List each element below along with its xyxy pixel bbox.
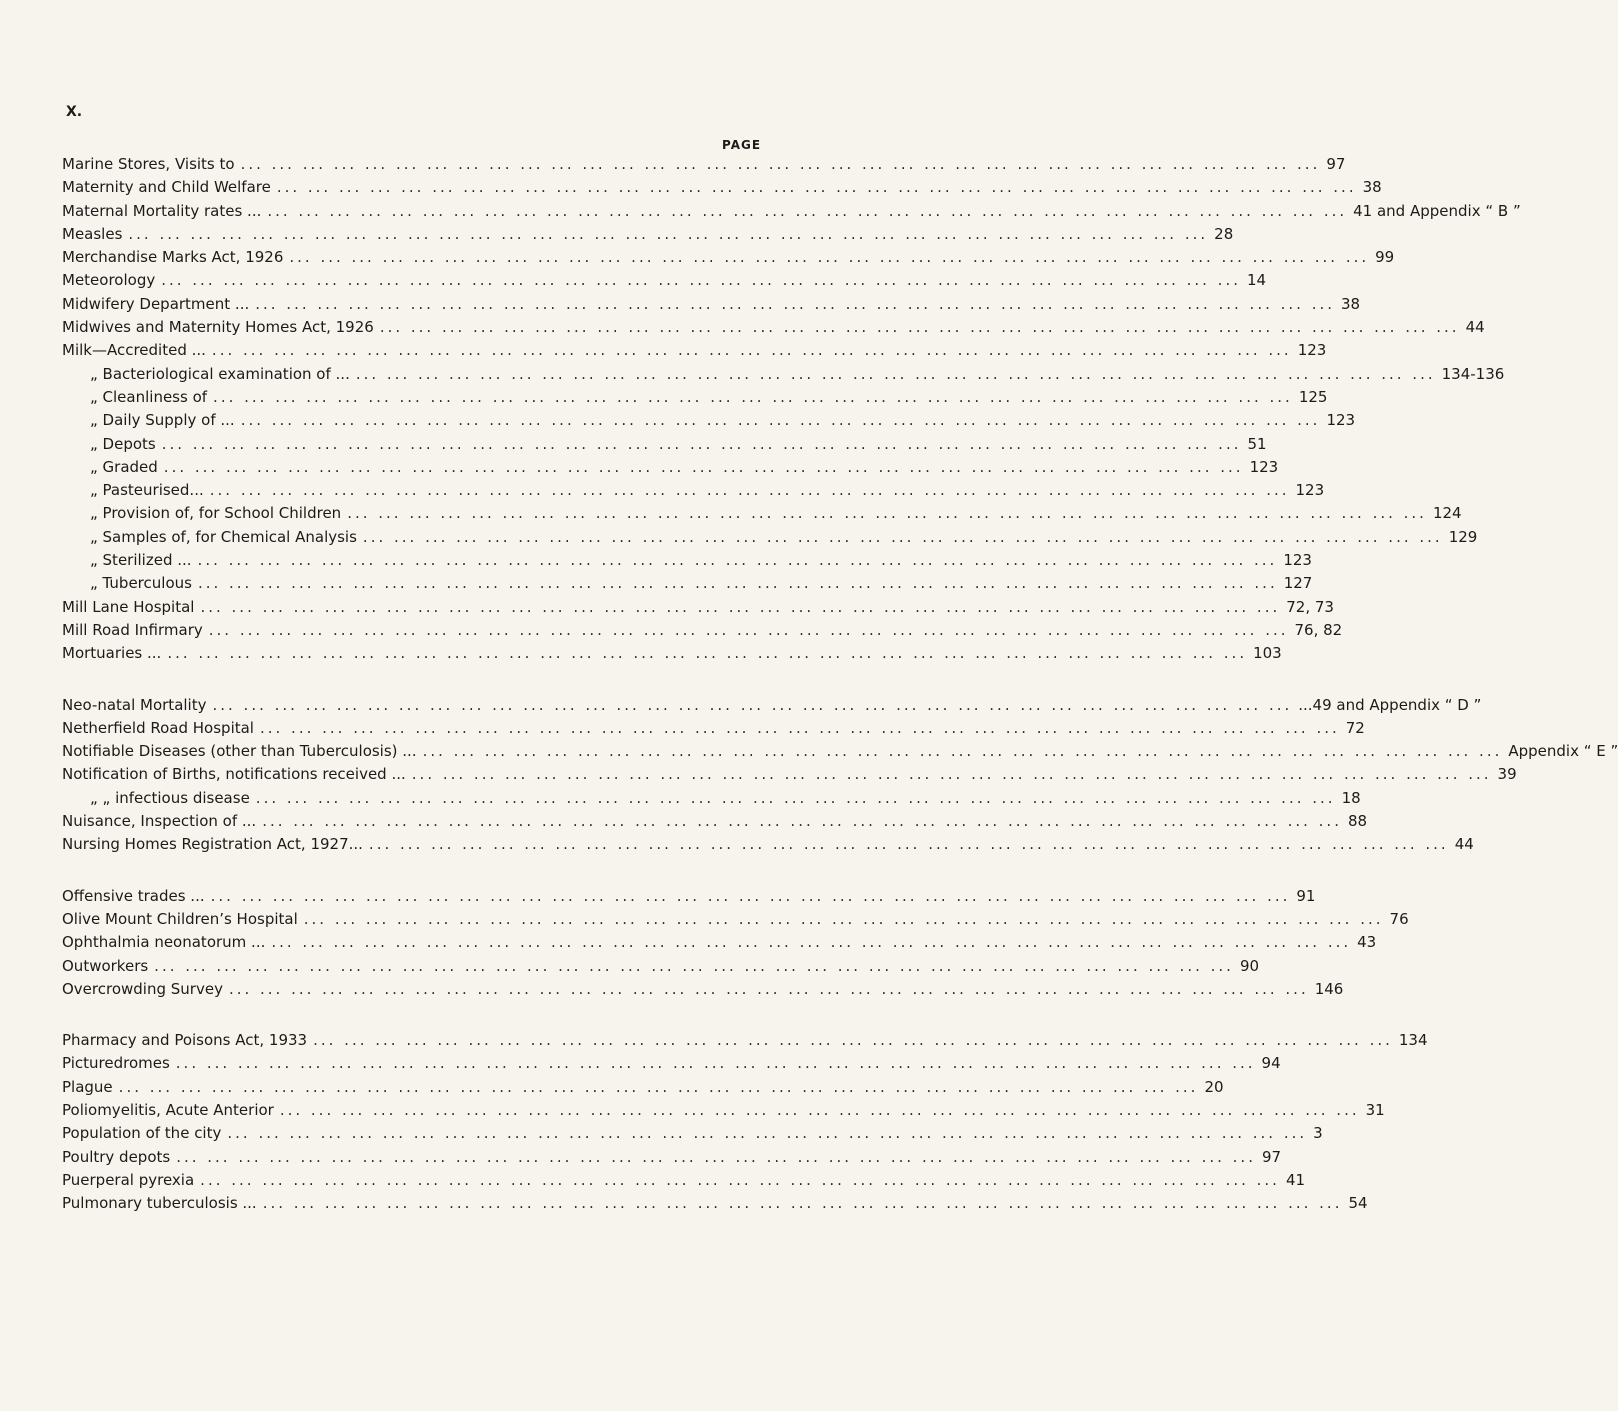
entry-term: Offensive trades ...: [62, 886, 205, 905]
index-entry: [62, 387, 1328, 411]
entry-term: Meteorology: [62, 271, 156, 290]
index-entry: [62, 742, 1618, 765]
dot-leader: ... ... ... ... ... ... ... ... ... ... ... ... ... ... ... ... ... ... ... ... ... ... ... ... ... ... ... ... ... ... ... ... ... ... ...: [167, 644, 1248, 663]
dot-leader: ... ... ... ... ... ... ... ... ... ... ... ... ... ... ... ... ... ... ... ... ... ... ... ... ... ... ... ... ... ... ... ... ... ... ...: [154, 956, 1234, 975]
index-entry: [62, 271, 1267, 294]
entry-term: Neo-natal Mortality: [62, 695, 207, 714]
entry-term: „ Cleanliness of: [90, 387, 208, 406]
entry-page-ref: 41 and Appendix “ B ”: [1353, 201, 1521, 220]
entry-page-ref: 90: [1239, 956, 1260, 975]
index-entry: [62, 1124, 1323, 1147]
entry-page-ref: 43: [1357, 933, 1377, 952]
entry-page-ref: 94: [1261, 1054, 1281, 1073]
entry-term: Poultry depots: [62, 1147, 171, 1166]
entry-page-ref: 99: [1375, 248, 1395, 267]
entry-term: Population of the city: [62, 1124, 222, 1143]
entry-page-ref: 123: [1249, 457, 1279, 476]
entry-page-ref: 72: [1345, 718, 1365, 737]
entry-term: Puerperal pyrexia: [62, 1170, 195, 1189]
dot-leader: ... ... ... ... ... ... ... ... ... ... ... ... ... ... ... ... ... ... ... ... ... ... ... ... ... ... ... ... ... ... ... ... ... ... ...: [161, 271, 1241, 290]
entry-term: Notifiable Diseases (other than Tuberculosis) ...: [62, 742, 417, 761]
dot-leader: ... ... ... ... ... ... ... ... ... ... ... ... ... ... ... ... ... ... ... ... ... ... ... ... ... ... ... ... ... ... ... ... ... ... ...: [209, 481, 1290, 500]
index-entry: [62, 933, 1377, 956]
index-entry: [62, 788, 1361, 812]
index-section: [62, 1031, 1428, 1217]
index-entry: [62, 481, 1325, 504]
index-entry: [62, 597, 1334, 621]
index-entry: [62, 644, 1282, 667]
entry-term: „ Depots: [90, 434, 156, 453]
entry-page-ref: 38: [1341, 294, 1361, 313]
index-entry: [62, 695, 1482, 719]
entry-page-ref: 134: [1398, 1031, 1428, 1050]
index-entry: [62, 341, 1327, 364]
entry-page-ref: 124: [1432, 504, 1462, 523]
entry-term: Picturedromes: [62, 1054, 170, 1073]
dot-leader: ... ... ... ... ... ... ... ... ... ... ... ... ... ... ... ... ... ... ... ... ... ... ... ... ... ... ... ... ... ... ... ... ... ... ...: [255, 294, 1335, 313]
index-entry: [62, 178, 1382, 201]
index-entry: [62, 527, 1478, 551]
dot-leader: ... ... ... ... ... ... ... ... ... ... ... ... ... ... ... ... ... ... ... ... ... ... ... ... ... ... ... ... ... ... ... ... ... ... ...: [240, 411, 1321, 430]
index-entry: [62, 1194, 1368, 1217]
entry-term: Marine Stores, Visits to: [62, 155, 235, 173]
dot-leader: ... ... ... ... ... ... ... ... ... ... ... ... ... ... ... ... ... ... ... ... ... ... ... ... ... ... ... ... ... ... ... ... ... ... ...: [259, 718, 1340, 737]
dot-leader: ... ... ... ... ... ... ... ... ... ... ... ... ... ... ... ... ... ... ... ... ... ... ... ... ... ... ... ... ... ... ... ... ... ... ...: [227, 1124, 1308, 1143]
entry-term: Netherfield Road Hospital: [62, 718, 254, 737]
dot-leader: ... ... ... ... ... ... ... ... ... ... ... ... ... ... ... ... ... ... ... ... ... ... ... ... ... ... ... ... ... ... ... ... ... ... ...: [276, 178, 1357, 197]
entry-page-ref: 103: [1253, 644, 1282, 663]
dot-leader: ... ... ... ... ... ... ... ... ... ... ... ... ... ... ... ... ... ... ... ... ... ... ... ... ... ... ... ... ... ... ... ... ... ... ...: [368, 835, 1449, 854]
entry-page-ref: 76: [1389, 909, 1409, 928]
index-list: [62, 155, 1618, 1245]
entry-term: Ophthalmia neonatorum ...: [62, 933, 266, 952]
index-entry: [62, 956, 1260, 980]
index-entry: [62, 1077, 1224, 1101]
dot-leader: ... ... ... ... ... ... ... ... ... ... ... ... ... ... ... ... ... ... ... ... ... ... ... ... ... ... ... ... ... ... ... ... ... ... ...: [313, 1031, 1393, 1050]
entry-page-ref: 88: [1347, 812, 1368, 831]
entry-term: Measles: [62, 224, 123, 243]
entry-term: „ Samples of, for Chemical Analysis: [90, 527, 357, 546]
entry-term: Pulmonary tuberculosis ...: [62, 1194, 257, 1213]
entry-term: Midwives and Maternity Homes Act, 1926: [62, 318, 374, 337]
entry-page-ref: 54: [1348, 1194, 1368, 1213]
index-entry: [62, 224, 1234, 248]
page-column-label: PAGE: [722, 138, 762, 152]
entry-term: Poliomyelitis, Acute Anterior: [62, 1100, 274, 1119]
index-entry: [62, 718, 1365, 742]
entry-term: „ „ infectious disease: [90, 788, 250, 807]
entry-page-ref: 97: [1326, 155, 1346, 173]
index-entry: [62, 294, 1361, 318]
dot-leader: ... ... ... ... ... ... ... ... ... ... ... ... ... ... ... ... ... ... ... ... ... ... ... ... ... ... ... ... ... ... ... ... ... ... ...: [228, 979, 1309, 998]
index-entry: [62, 620, 1343, 644]
entry-term: „ Provision of, for School Children: [90, 504, 342, 523]
dot-leader: ... ... ... ... ... ... ... ... ... ... ... ... ... ... ... ... ... ... ... ... ... ... ... ... ... ... ... ... ... ... ... ... ... ... ...: [128, 224, 1209, 243]
index-section: [62, 886, 1409, 1003]
index-entry: [62, 364, 1505, 388]
index-entry: [62, 886, 1316, 910]
entry-term: Overcrowding Survey: [62, 979, 223, 998]
entry-term: Olive Mount Children’s Hospital: [62, 909, 298, 928]
entry-page-ref: 41: [1285, 1170, 1306, 1189]
index-entry: [62, 201, 1521, 225]
entry-term: Notification of Births, notifications received ...: [62, 765, 406, 784]
dot-leader: ... ... ... ... ... ... ... ... ... ... ... ... ... ... ... ... ... ... ... ... ... ... ... ... ... ... ... ... ... ... ... ... ... ... ...: [279, 1100, 1360, 1119]
dot-leader: ... ... ... ... ... ... ... ... ... ... ... ... ... ... ... ... ... ... ... ... ... ... ... ... ... ... ... ... ... ... ... ... ... ... ...: [197, 574, 1278, 593]
entry-term: „ Graded: [90, 457, 158, 476]
index-entry: [62, 1054, 1281, 1077]
entry-term: „ Bacteriological examination of ...: [90, 364, 350, 383]
dot-leader: ... ... ... ... ... ... ... ... ... ... ... ... ... ... ... ... ... ... ... ... ... ... ... ... ... ... ... ... ... ... ... ... ... ... ...: [422, 742, 1503, 761]
dot-leader: ... ... ... ... ... ... ... ... ... ... ... ... ... ... ... ... ... ... ... ... ... ... ... ... ... ... ... ... ... ... ... ... ... ... ...: [163, 457, 1244, 476]
page-letter: X.: [66, 104, 83, 120]
entry-page-ref: 44: [1454, 835, 1474, 854]
dot-leader: ... ... ... ... ... ... ... ... ... ... ... ... ... ... ... ... ... ... ... ... ... ... ... ... ... ... ... ... ... ... ... ... ... ... ...: [262, 812, 1342, 831]
index-entry: [62, 1147, 1282, 1171]
dot-leader: ... ... ... ... ... ... ... ... ... ... ... ... ... ... ... ... ... ... ... ... ... ... ... ... ... ... ... ... ... ... ... ... ... ... ...: [289, 248, 1370, 267]
entry-term: Midwifery Department ...: [62, 294, 250, 313]
entry-page-ref: 127: [1283, 574, 1313, 593]
dot-leader: ... ... ... ... ... ... ... ... ... ... ... ... ... ... ... ... ... ... ... ... ... ... ... ... ... ... ... ... ... ... ... ... ... ... ...: [118, 1077, 1199, 1096]
entry-page-ref: 72, 73: [1286, 597, 1334, 616]
dot-leader: ... ... ... ... ... ... ... ... ... ... ... ... ... ... ... ... ... ... ... ... ... ... ... ... ... ... ... ... ... ... ... ... ... ... ...: [200, 597, 1281, 616]
index-entry: [62, 1170, 1306, 1194]
dot-leader: ... ... ... ... ... ... ... ... ... ... ... ... ... ... ... ... ... ... ... ... ... ... ... ... ... ... ... ... ... ... ... ... ... ... ...: [176, 1147, 1256, 1166]
dot-leader: ... ... ... ... ... ... ... ... ... ... ... ... ... ... ... ... ... ... ... ... ... ... ... ... ... ... ... ... ... ... ... ... ... ... ...: [211, 341, 1292, 360]
entry-term: Merchandise Marks Act, 1926: [62, 248, 284, 267]
entry-term: Nursing Homes Registration Act, 1927...: [62, 835, 363, 854]
entry-page-ref: 3: [1313, 1124, 1323, 1143]
entry-page-ref: 20: [1204, 1077, 1224, 1096]
dot-leader: ... ... ... ... ... ... ... ... ... ... ... ... ... ... ... ... ... ... ... ... ... ... ... ... ... ... ... ... ... ... ... ... ... ... ...: [362, 527, 1443, 546]
entry-page-ref: Appendix “ E ”: [1508, 742, 1618, 761]
dot-leader: ... ... ... ... ... ... ... ... ... ... ... ... ... ... ... ... ... ... ... ... ... ... ... ... ... ... ... ... ... ... ... ... ... ... ...: [175, 1054, 1256, 1073]
entry-term: Maternity and Child Welfare: [62, 178, 271, 197]
entry-term: „ Daily Supply of ...: [90, 411, 235, 430]
entry-page-ref: 97: [1261, 1147, 1282, 1166]
entry-term: Plague: [62, 1077, 113, 1096]
index-entry: [62, 457, 1279, 481]
entry-term: Pharmacy and Poisons Act, 1933: [62, 1031, 308, 1050]
index-entry: [62, 318, 1485, 341]
entry-page-ref: 51: [1247, 434, 1267, 453]
dot-leader: ... ... ... ... ... ... ... ... ... ... ... ... ... ... ... ... ... ... ... ... ... ... ... ... ... ... ... ... ... ... ... ... ... ... ...: [240, 155, 1321, 173]
dot-leader: ... ... ... ... ... ... ... ... ... ... ... ... ... ... ... ... ... ... ... ... ... ... ... ... ... ... ... ... ... ... ... ... ... ... ...: [197, 551, 1278, 570]
entry-term: Mortuaries ...: [62, 644, 162, 663]
index-entry: [62, 411, 1356, 434]
index-entry: [62, 504, 1462, 527]
dot-leader: ... ... ... ... ... ... ... ... ... ... ... ... ... ... ... ... ... ... ... ... ... ... ... ... ... ... ... ... ... ... ... ... ... ... ...: [355, 364, 1436, 383]
dot-leader: ... ... ... ... ... ... ... ... ... ... ... ... ... ... ... ... ... ... ... ... ... ... ... ... ... ... ... ... ... ... ... ... ... ... ...: [208, 620, 1289, 639]
entry-page-ref: 39: [1497, 765, 1517, 784]
index-section: [62, 155, 1521, 668]
dot-leader: ... ... ... ... ... ... ... ... ... ... ... ... ... ... ... ... ... ... ... ... ... ... ... ... ... ... ... ... ... ... ... ... ... ... ...: [262, 1194, 1343, 1213]
entry-page-ref: 123: [1295, 481, 1325, 500]
dot-leader: ... ... ... ... ... ... ... ... ... ... ... ... ... ... ... ... ... ... ... ... ... ... ... ... ... ... ... ... ... ... ... ... ... ... ...: [271, 933, 1352, 952]
entry-page-ref: 14: [1246, 271, 1267, 290]
entry-page-ref: 123: [1326, 411, 1356, 430]
index-entry: [62, 1031, 1428, 1054]
dot-leader: ... ... ... ... ... ... ... ... ... ... ... ... ... ... ... ... ... ... ... ... ... ... ... ... ... ... ... ... ... ... ... ... ... ... ...: [267, 201, 1348, 220]
index-entry: [62, 812, 1368, 835]
dot-leader: ... ... ... ... ... ... ... ... ... ... ... ... ... ... ... ... ... ... ... ... ... ... ... ... ... ... ... ... ... ... ... ... ... ... ...: [347, 504, 1427, 523]
dot-leader: ... ... ... ... ... ... ... ... ... ... ... ... ... ... ... ... ... ... ... ... ... ... ... ... ... ... ... ... ... ... ... ... ... ... ...: [379, 318, 1460, 337]
entry-page-ref: 31: [1365, 1100, 1385, 1119]
entry-page-ref: 123: [1283, 551, 1312, 570]
entry-term: Mill Road Infirmary: [62, 620, 203, 639]
entry-term: Maternal Mortality rates ...: [62, 201, 262, 220]
entry-page-ref: 91: [1296, 886, 1316, 905]
entry-page-ref: ...49 and Appendix “ D ”: [1298, 695, 1482, 714]
index-entry: [62, 1100, 1385, 1124]
entry-page-ref: 123: [1297, 341, 1327, 360]
index-entry: [62, 979, 1344, 1003]
entry-page-ref: 146: [1314, 979, 1344, 998]
entry-page-ref: 38: [1362, 178, 1382, 197]
entry-term: „ Sterilized ...: [90, 551, 192, 570]
entry-term: Nuisance, Inspection of ...: [62, 812, 257, 831]
entry-page-ref: 76, 82: [1294, 620, 1343, 639]
dot-leader: ... ... ... ... ... ... ... ... ... ... ... ... ... ... ... ... ... ... ... ... ... ... ... ... ... ... ... ... ... ... ... ... ... ... ...: [200, 1170, 1280, 1189]
dot-leader: ... ... ... ... ... ... ... ... ... ... ... ... ... ... ... ... ... ... ... ... ... ... ... ... ... ... ... ... ... ... ... ... ... ... ...: [255, 788, 1336, 807]
dot-leader: ... ... ... ... ... ... ... ... ... ... ... ... ... ... ... ... ... ... ... ... ... ... ... ... ... ... ... ... ... ... ... ... ... ... ...: [213, 387, 1293, 406]
entry-term: „ Pasteurised...: [90, 481, 204, 500]
entry-page-ref: 129: [1448, 527, 1478, 546]
index-entry: [62, 835, 1474, 858]
entry-page-ref: 28: [1214, 224, 1234, 243]
index-entry: [62, 551, 1312, 574]
dot-leader: ... ... ... ... ... ... ... ... ... ... ... ... ... ... ... ... ... ... ... ... ... ... ... ... ... ... ... ... ... ... ... ... ... ... ...: [212, 695, 1293, 714]
dot-leader: ... ... ... ... ... ... ... ... ... ... ... ... ... ... ... ... ... ... ... ... ... ... ... ... ... ... ... ... ... ... ... ... ... ... ...: [161, 434, 1242, 453]
index-entry: [62, 248, 1395, 271]
entry-term: Mill Lane Hospital: [62, 597, 195, 616]
index-entry: [62, 765, 1517, 788]
index-section: [62, 695, 1618, 859]
entry-page-ref: 44: [1465, 318, 1485, 337]
entry-page-ref: 125: [1298, 387, 1328, 406]
entry-page-ref: 18: [1341, 788, 1361, 807]
index-entry: [62, 909, 1409, 933]
index-entry: [62, 574, 1313, 597]
entry-page-ref: 134-136: [1441, 364, 1505, 383]
entry-term: Milk—Accredited ...: [62, 341, 206, 360]
index-entry: [62, 155, 1346, 178]
entry-term: „ Tuberculous: [90, 574, 192, 593]
index-entry: [62, 434, 1267, 458]
dot-leader: ... ... ... ... ... ... ... ... ... ... ... ... ... ... ... ... ... ... ... ... ... ... ... ... ... ... ... ... ... ... ... ... ... ... ...: [303, 909, 1384, 928]
dot-leader: ... ... ... ... ... ... ... ... ... ... ... ... ... ... ... ... ... ... ... ... ... ... ... ... ... ... ... ... ... ... ... ... ... ... ...: [210, 886, 1291, 905]
entry-term: Outworkers: [62, 956, 149, 975]
dot-leader: ... ... ... ... ... ... ... ... ... ... ... ... ... ... ... ... ... ... ... ... ... ... ... ... ... ... ... ... ... ... ... ... ... ... ...: [411, 765, 1492, 784]
